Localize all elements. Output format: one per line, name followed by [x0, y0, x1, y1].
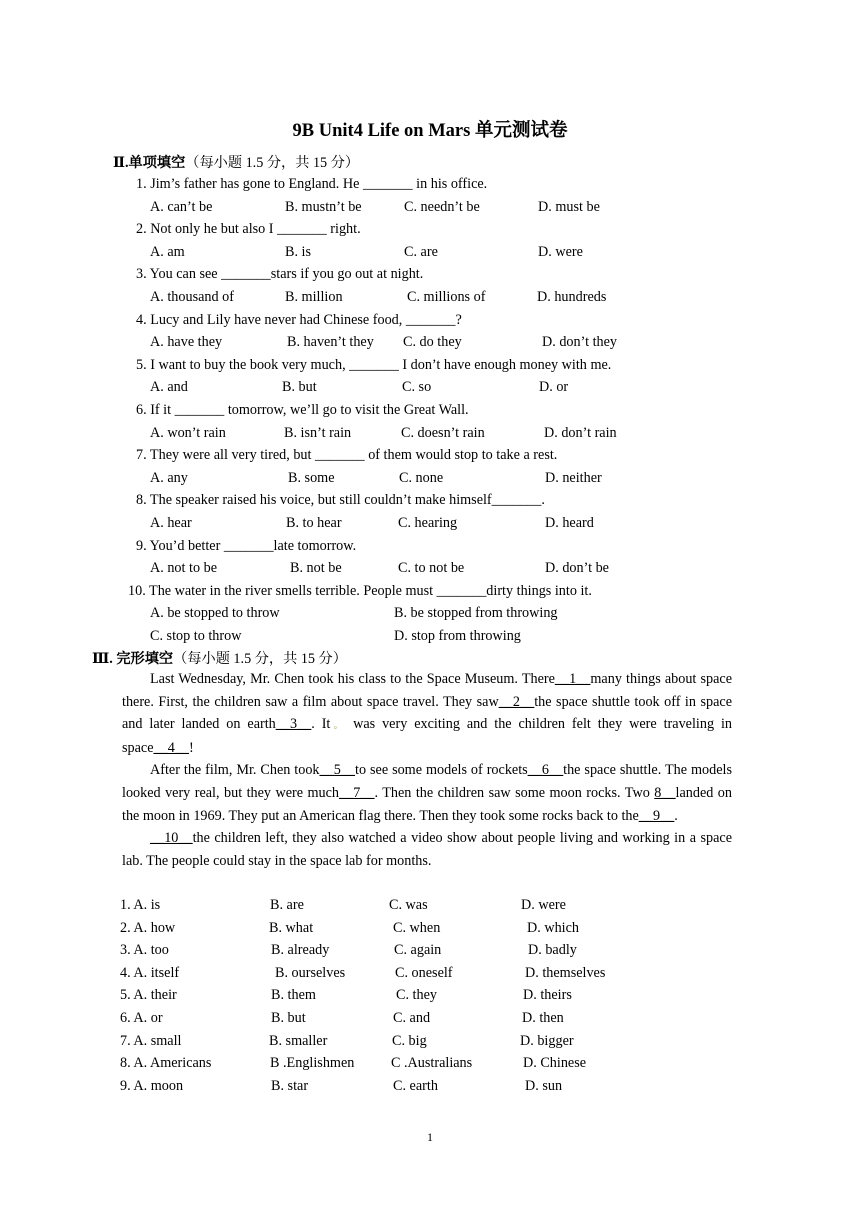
- question-4-option-d: D. don’t they: [542, 334, 618, 351]
- cloze-4-option-d: D. themselves: [525, 964, 606, 981]
- question-6-option-b: B. isn’t rain: [284, 424, 352, 441]
- cloze-1-option-b: B. are: [270, 897, 304, 913]
- question-6: 6. If it _______ tomorrow, we’ll go to visit the Great Wall.: [136, 402, 469, 418]
- question-9-option-c: C. to not be: [398, 560, 465, 577]
- blank-2: __2__: [498, 693, 535, 710]
- cloze-9-option-a: 9. A. moon: [120, 1077, 184, 1094]
- cloze-3-option-c: C. again: [394, 942, 442, 959]
- cloze-7-option-c: C. big: [392, 1032, 427, 1049]
- cloze-6-option-b: B. but: [271, 1010, 306, 1026]
- question-5-option-a: A. and: [150, 379, 188, 396]
- question-3-option-c: C. millions of: [407, 289, 486, 305]
- question-8-option-c: C. hearing: [398, 515, 458, 531]
- blank-1: __1__: [554, 671, 591, 687]
- blank-10: __10__: [150, 830, 193, 847]
- question-5-option-d: D. or: [539, 379, 569, 396]
- cloze-1-option-d: D. were: [521, 897, 566, 913]
- blank-5: __5__: [319, 762, 355, 779]
- cloze-5-option-b: B. them: [271, 987, 316, 1004]
- cloze-8-option-c: C .Australians: [391, 1055, 473, 1072]
- cloze-9-option-d: D. sun: [525, 1077, 563, 1094]
- question-7-option-b: B. some: [288, 469, 335, 486]
- cloze-9-option-c: C. earth: [393, 1077, 438, 1094]
- section-3-note: （每小题 1.5 分，共 15 分）: [173, 651, 347, 667]
- passage-paragraph-2: After the film, Mr. Chen took__5__to see some models of rockets__6__the space shuttle. The models looked very real, but they were much__7__. Then the children saw some moon rocks. Two 8__landed on the moon in 1969. They put an American flag there. Then they took some rocks back to the__9__.: [122, 762, 732, 824]
- question-4-option-c: C. do they: [403, 334, 462, 351]
- cloze-5-option-a: 5. A. their: [120, 987, 177, 1004]
- cloze-passage: [122, 668, 732, 872]
- cloze-7-option-d: D. bigger: [520, 1032, 574, 1049]
- question-3-option-b: B. million: [285, 289, 343, 305]
- question-1-option-d: D. must be: [538, 198, 600, 215]
- question-8: 8. The speaker raised his voice, but still couldn’t make himself_______.: [136, 492, 545, 509]
- cloze-4-option-c: C. oneself: [395, 964, 453, 981]
- question-10: 10. The water in the river smells terrible. People must _______dirty things into it.: [128, 582, 592, 599]
- cloze-1-option-a: 1. A. is: [120, 897, 161, 913]
- cloze-5-option-c: C. they: [396, 987, 437, 1004]
- cloze-2-option-b: B. what: [269, 919, 314, 936]
- question-1: 1. Jim’s father has gone to England. He _______ in his office.: [136, 176, 488, 192]
- question-5: 5. I want to buy the book very much, _______ I don’t have enough money with me.: [136, 356, 612, 373]
- section-2-note: （每小题 1.5 分，共 15 分）: [185, 155, 360, 171]
- question-3-option-d: D. hundreds: [537, 289, 607, 305]
- cloze-8-option-b: B .Englishmen: [270, 1055, 355, 1072]
- passage-paragraph-3: __10__the children left, they also watched a video show about people living and working in a space lab. The people could stay in the space lab for months.: [122, 830, 732, 869]
- cloze-8-option-a: 8. A. Americans: [120, 1055, 212, 1072]
- section-2-heading: [113, 152, 359, 172]
- blank-9: __9__: [638, 807, 675, 824]
- question-7-option-c: C. none: [399, 469, 444, 486]
- cloze-4-option-b: B. ourselves: [275, 964, 346, 981]
- section-3-heading: [92, 648, 347, 668]
- question-6-option-d: D. don’t rain: [544, 424, 617, 441]
- cloze-1-option-c: C. was: [389, 897, 428, 913]
- section-3-label: Ⅲ. 完形填空: [92, 651, 174, 667]
- question-4-option-b: B. haven’t they: [287, 334, 374, 351]
- question-1-option-c: C. needn’t be: [404, 198, 480, 215]
- question-8-option-d: D. heard: [545, 515, 594, 531]
- question-1-option-a: A. can’t be: [150, 198, 213, 215]
- question-8-option-a: A. hear: [150, 515, 192, 531]
- question-2-option-b: B. is: [285, 243, 312, 260]
- cloze-2-option-d: D. which: [527, 919, 580, 936]
- cloze-6-option-a: 6. A. or: [120, 1010, 163, 1026]
- question-2-option-a: A. am: [150, 243, 185, 260]
- question-9: 9. You’d better _______late tomorrow.: [136, 537, 357, 554]
- question-4-option-a: A. have they: [150, 334, 223, 351]
- cloze-2-option-c: C. when: [393, 919, 441, 936]
- question-9-option-a: A. not to be: [150, 560, 217, 577]
- blank-3: __3__: [275, 716, 312, 733]
- question-9-option-b: B. not be: [290, 560, 342, 577]
- question-7-option-a: A. any: [150, 469, 188, 486]
- question-6-option-c: C. doesn’t rain: [401, 424, 485, 441]
- cloze-4-option-a: 4. A. itself: [120, 964, 180, 981]
- question-3: 3. You can see _______stars if you go out at night.: [136, 266, 424, 283]
- blank-7: __7__: [339, 784, 375, 801]
- cloze-3-option-d: D. badly: [528, 942, 577, 959]
- question-8-option-b: B. to hear: [286, 515, 342, 531]
- question-2-option-c: C. are: [404, 243, 438, 260]
- question-7: 7. They were all very tired, but _______ of them would stop to take a rest.: [136, 447, 558, 464]
- cloze-3-option-a: 3. A. too: [120, 942, 169, 959]
- cloze-5-option-d: D. theirs: [523, 987, 572, 1004]
- question-9-option-d: D. don’t be: [545, 560, 609, 577]
- cloze-7-option-b: B. smaller: [269, 1032, 328, 1049]
- question-10-option-a: A. be stopped to throw: [150, 605, 280, 622]
- cloze-8-option-d: D. Chinese: [523, 1055, 587, 1072]
- cloze-3-option-b: B. already: [271, 942, 330, 959]
- page-title: 9B Unit4 Life on Mars 单元测试卷: [292, 121, 568, 141]
- cloze-2-option-a: 2. A. how: [120, 919, 176, 936]
- question-4: 4. Lucy and Lily have never had Chinese food, _______?: [136, 311, 462, 328]
- cloze-6-option-c: C. and: [393, 1010, 431, 1026]
- page-number: 1: [427, 1130, 433, 1144]
- cloze-7-option-a: 7. A. small: [120, 1032, 182, 1049]
- question-3-option-a: A. thousand of: [150, 289, 234, 305]
- blank-6: __6__: [527, 762, 564, 779]
- blank-4: __4__: [153, 739, 189, 756]
- section-2-label: Ⅱ.单项填空: [113, 155, 186, 171]
- passage-paragraph-1: Last Wednesday, Mr. Chen took his class to the Space Museum. There__1__many things about space there. First, the children saw a film about space travel. They saw__2__the space shuttle took off in space and later landed on earth__3__. It。 was very exciting and the children felt they were traveling in space__4__!: [122, 671, 733, 756]
- question-10-option-c: C. stop to throw: [150, 628, 242, 644]
- question-2: 2. Not only he but also I _______ right.: [136, 221, 361, 238]
- question-1-option-b: B. mustn’t be: [285, 198, 362, 215]
- question-10-option-d: D. stop from throwing: [394, 628, 521, 644]
- question-10-option-b: B. be stopped from throwing: [394, 605, 558, 622]
- question-5-option-c: C. so: [402, 379, 432, 396]
- question-7-option-d: D. neither: [545, 469, 602, 486]
- question-6-option-a: A. won’t rain: [150, 424, 226, 441]
- cloze-9-option-b: B. star: [271, 1077, 309, 1094]
- question-5-option-b: B. but: [282, 379, 317, 396]
- cloze-6-option-d: D. then: [522, 1010, 564, 1026]
- question-2-option-d: D. were: [538, 243, 583, 260]
- blank-8: 8__: [654, 784, 676, 801]
